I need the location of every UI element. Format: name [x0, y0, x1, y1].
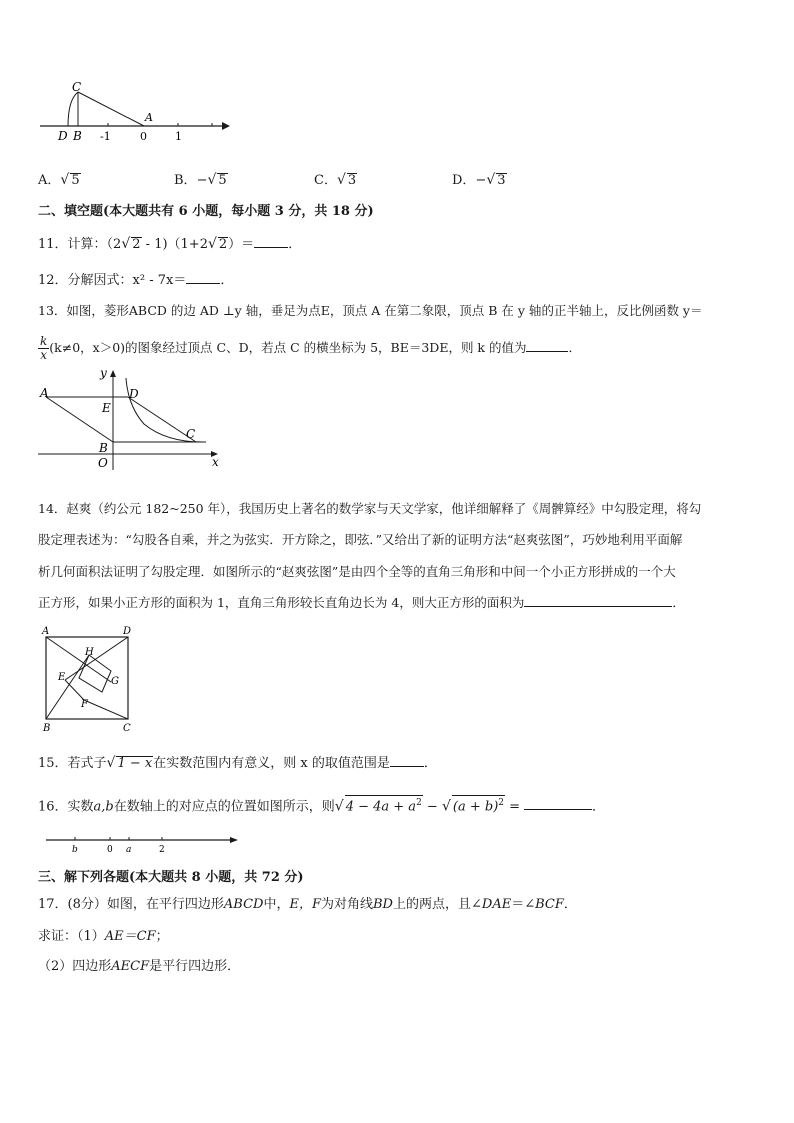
- answer-blank[interactable]: [526, 339, 568, 352]
- line-a-g: [46, 637, 111, 682]
- question-17-proof-2: （2）四边形AECF是平行四边形．: [38, 959, 241, 974]
- label-e: E: [102, 401, 111, 415]
- axis-arrow: [230, 837, 238, 843]
- radical-sign: √: [441, 798, 451, 815]
- axis-arrow: [222, 122, 230, 130]
- label-zero: 0: [140, 130, 147, 143]
- question-14-line-4: 正方形，如果小正方形的面积为 1，直角三角形较长直角边长为 4，则大正方形的面积为 ．: [38, 595, 685, 610]
- radical-sign: √: [207, 172, 217, 188]
- section-2-heading: 二、填空题(本大题共有 6 小题，每小题 3 分，共 18 分): [38, 204, 374, 219]
- radical-sign: √: [486, 172, 496, 188]
- radical-sign: √: [121, 236, 131, 252]
- label-b: b: [72, 845, 78, 855]
- label-d: D: [58, 129, 68, 143]
- number-line-figure-top: [38, 78, 238, 148]
- label-o: O: [98, 456, 108, 470]
- label-c: C: [72, 80, 82, 94]
- label-minus-one: -1: [100, 130, 111, 143]
- number-line-figure-16: [44, 834, 244, 856]
- radical-sign: √: [207, 236, 217, 252]
- label-d: D: [129, 387, 139, 401]
- fraction-k-over-x: $\frac{k}{x}$: [40, 334, 48, 362]
- label-g: G: [111, 676, 119, 687]
- answer-blank[interactable]: [254, 235, 288, 248]
- zhao-shuang-diagram: [38, 624, 140, 736]
- label-a: A: [145, 111, 153, 124]
- option-b[interactable]: B．−√ 5: [174, 172, 227, 188]
- label-f: F: [81, 699, 88, 710]
- line-e-f: [65, 680, 84, 700]
- radical-sign: √: [336, 172, 346, 188]
- answer-blank[interactable]: [524, 594, 672, 607]
- label-x: x: [212, 455, 219, 469]
- option-d[interactable]: D．−√ 3: [452, 172, 506, 188]
- rhombus-figure: [36, 366, 226, 474]
- label-d: D: [123, 626, 132, 637]
- question-11: 11．计算：（2√ 2 - 1)（1+2√ 2）＝ ．: [38, 236, 302, 252]
- option-c[interactable]: C．√ 3: [314, 172, 357, 188]
- label-a: A: [40, 386, 49, 400]
- inner-square: [79, 655, 111, 692]
- y-axis-arrow: [110, 370, 116, 377]
- label-h: H: [85, 647, 94, 658]
- question-17: 17．(8分）如图，在平行四边形ABCD中，E，F为对角线BD上的两点，且∠DAE＝∠BCF．: [38, 897, 577, 912]
- question-15: 15．若式子√ 1 − x在实数范围内有意义，则 x 的取值范围是 ．: [38, 755, 437, 771]
- radical-sign: √: [60, 172, 70, 188]
- radical-sign: √: [106, 755, 116, 771]
- label-c: C: [186, 427, 196, 441]
- label-y: y: [100, 366, 107, 380]
- question-16: 16．实数a,b在数轴上的对应点的位置如图所示，则√ $4 - 4a + a^2$ − √ $(a + b)^2$ = ．: [38, 795, 605, 816]
- option-a[interactable]: A．√ 5: [38, 172, 80, 188]
- label-one: 1: [175, 130, 182, 143]
- section-3-heading: 三、解下列各题(本大题共 8 小题，共 72 分): [38, 870, 304, 885]
- question-12: 12．分解因式：x² - 7x＝ ．: [38, 273, 234, 288]
- label-b: B: [73, 129, 82, 143]
- answer-blank[interactable]: [186, 271, 220, 284]
- question-13-line-2: $\frac{k}{x}$ (k≠0，x＞0)的图象经过顶点 C、D，若点 C 的横坐标为 5，BE＝3DE，则 k 的值为 ．: [40, 334, 581, 362]
- question-14-line-2: 股定理表述为：“勾股各自乘，并之为弦实．开方除之，即弦．”又给出了新的证明方法“赵爽弦图”，巧妙地利用平面解: [38, 532, 683, 547]
- segment-ca: [78, 92, 144, 126]
- question-14-line-1: 14．赵爽（约公元 182~250 年），我国历史上著名的数学家与天文学家，他详细解释了《周髀算经》中勾股定理，将勾: [38, 501, 702, 516]
- label-a: a: [126, 845, 132, 855]
- label-b: B: [43, 723, 51, 734]
- label-b: B: [99, 441, 108, 455]
- question-13-line-1: 13．如图，菱形ABCD 的边 AD ⊥y 轴，垂足为点E，顶点 A 在第二象限，顶点 B 在 y 轴的正半轴上，反比例函数 y＝: [38, 303, 703, 318]
- question-14-line-3: 析几何面积法证明了勾股定理．如图所示的“赵爽弦图”是由四个全等的直角三角形和中间一个小正方形拼成的一个大: [38, 564, 676, 579]
- answer-blank[interactable]: [390, 754, 424, 767]
- label-zero: 0: [107, 845, 113, 855]
- label-two: 2: [159, 845, 165, 855]
- line-c-f: [84, 700, 128, 719]
- label-e: E: [58, 672, 66, 683]
- arc-cd: [68, 92, 78, 126]
- answer-blank[interactable]: [524, 797, 592, 810]
- label-c: C: [123, 723, 131, 734]
- question-17-proof-1: 求证：（1）AE＝CF；: [38, 929, 169, 944]
- label-a: A: [42, 626, 50, 637]
- radical-sign: √: [334, 798, 344, 815]
- line-d-e: [65, 637, 128, 680]
